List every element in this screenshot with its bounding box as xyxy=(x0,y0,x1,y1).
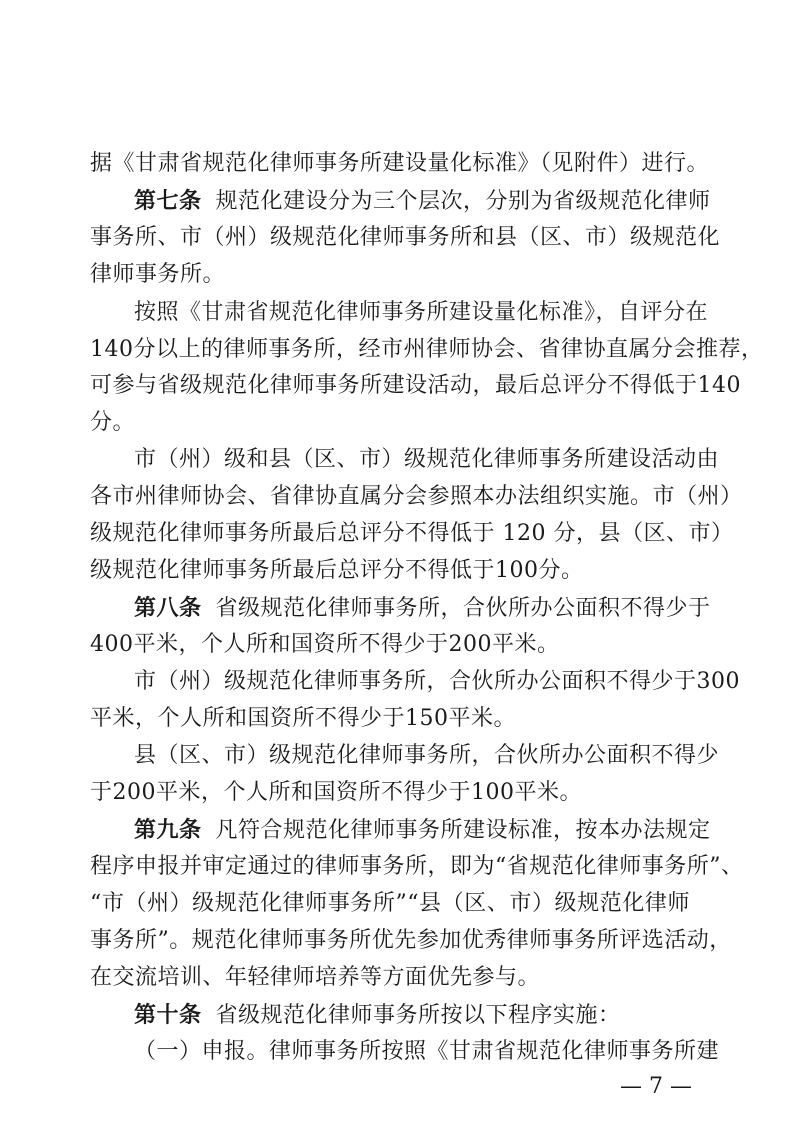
text-line-18: 于200平米，个人所和国资所不得少于100平米。 xyxy=(90,780,582,805)
text-line-15: 市（州）级规范化律师事务所，合伙所办公面积不得少于300 xyxy=(134,669,740,694)
article-10-label: 第十条 xyxy=(134,1002,202,1028)
text-line-23: 在交流培训、年轻律师培养等方面优先参与。 xyxy=(90,965,541,990)
text-line-1: 据《甘肃省规范化律师事务所建设量化标准》（见附件）进行。 xyxy=(90,151,710,176)
text-line-25: （一）申报。律师事务所按照《甘肃省规范化律师事务所建 xyxy=(134,1039,720,1064)
text-line-7: 可参与省级规范化律师事务所建设活动，最后总评分不得低于140 xyxy=(90,373,741,398)
text-line-20: 程序申报并审定通过的律师事务所，即为“省规范化律师事务所”、 xyxy=(90,854,744,879)
article-7-text: 规范化建设分为三个层次，分别为省级规范化律师 xyxy=(215,189,711,214)
text-line-22: 事务所”。规范化律师事务所优先参加优秀律师事务所评选活动， xyxy=(90,928,732,953)
text-line-9: 市（州）级和县（区、市）级规范化律师事务所建设活动由 xyxy=(134,447,720,472)
text-line-12: 级规范化律师事务所最后总评分不得低于100分。 xyxy=(90,558,584,583)
text-line-14: 400平米，个人所和国资所不得少于200平米。 xyxy=(90,632,560,657)
text-line-21: “市（州）级规范化律师事务所”“县（区、市）级规范化律师 xyxy=(90,891,690,916)
article-9-text: 凡符合规范化律师事务所建设标准，按本办法规定 xyxy=(215,818,711,843)
article-8-line xyxy=(134,591,711,626)
article-10-line xyxy=(134,998,690,1033)
text-line-8: 分。 xyxy=(90,410,136,435)
text-line-10: 各市州律师协会、省律协直属分会参照本办法组织实施。市（州） xyxy=(90,484,743,509)
text-line-6: 140分以上的律师事务所，经市州律师协会、省律协直属分会推荐， xyxy=(90,337,764,362)
text-line-3: 事务所、市（州）级规范化律师事务所和县（区、市）级规范化 xyxy=(90,225,721,250)
text-line-16: 平米，个人所和国资所不得少于150平米。 xyxy=(90,706,516,731)
page-number: — 7 — xyxy=(620,1074,692,1099)
text-line-11: 级规范化律师事务所最后总评分不得低于 120 分，县（区、市） xyxy=(90,521,734,546)
article-8-text: 省级规范化律师事务所，合伙所办公面积不得少于 xyxy=(215,596,711,621)
article-7-label: 第七条 xyxy=(134,188,202,214)
text-line-5: 按照《甘肃省规范化律师事务所建设量化标准》，自评分在 xyxy=(134,300,709,325)
article-7-line xyxy=(134,184,711,219)
article-9-line xyxy=(134,813,711,848)
text-line-17: 县（区、市）级规范化律师事务所，合伙所办公面积不得少 xyxy=(134,743,720,768)
article-10-text: 省级规范化律师事务所按以下程序实施： xyxy=(215,1003,621,1028)
article-9-label: 第九条 xyxy=(134,817,202,843)
article-8-label: 第八条 xyxy=(134,595,202,621)
text-line-4: 律师事务所。 xyxy=(90,262,226,287)
